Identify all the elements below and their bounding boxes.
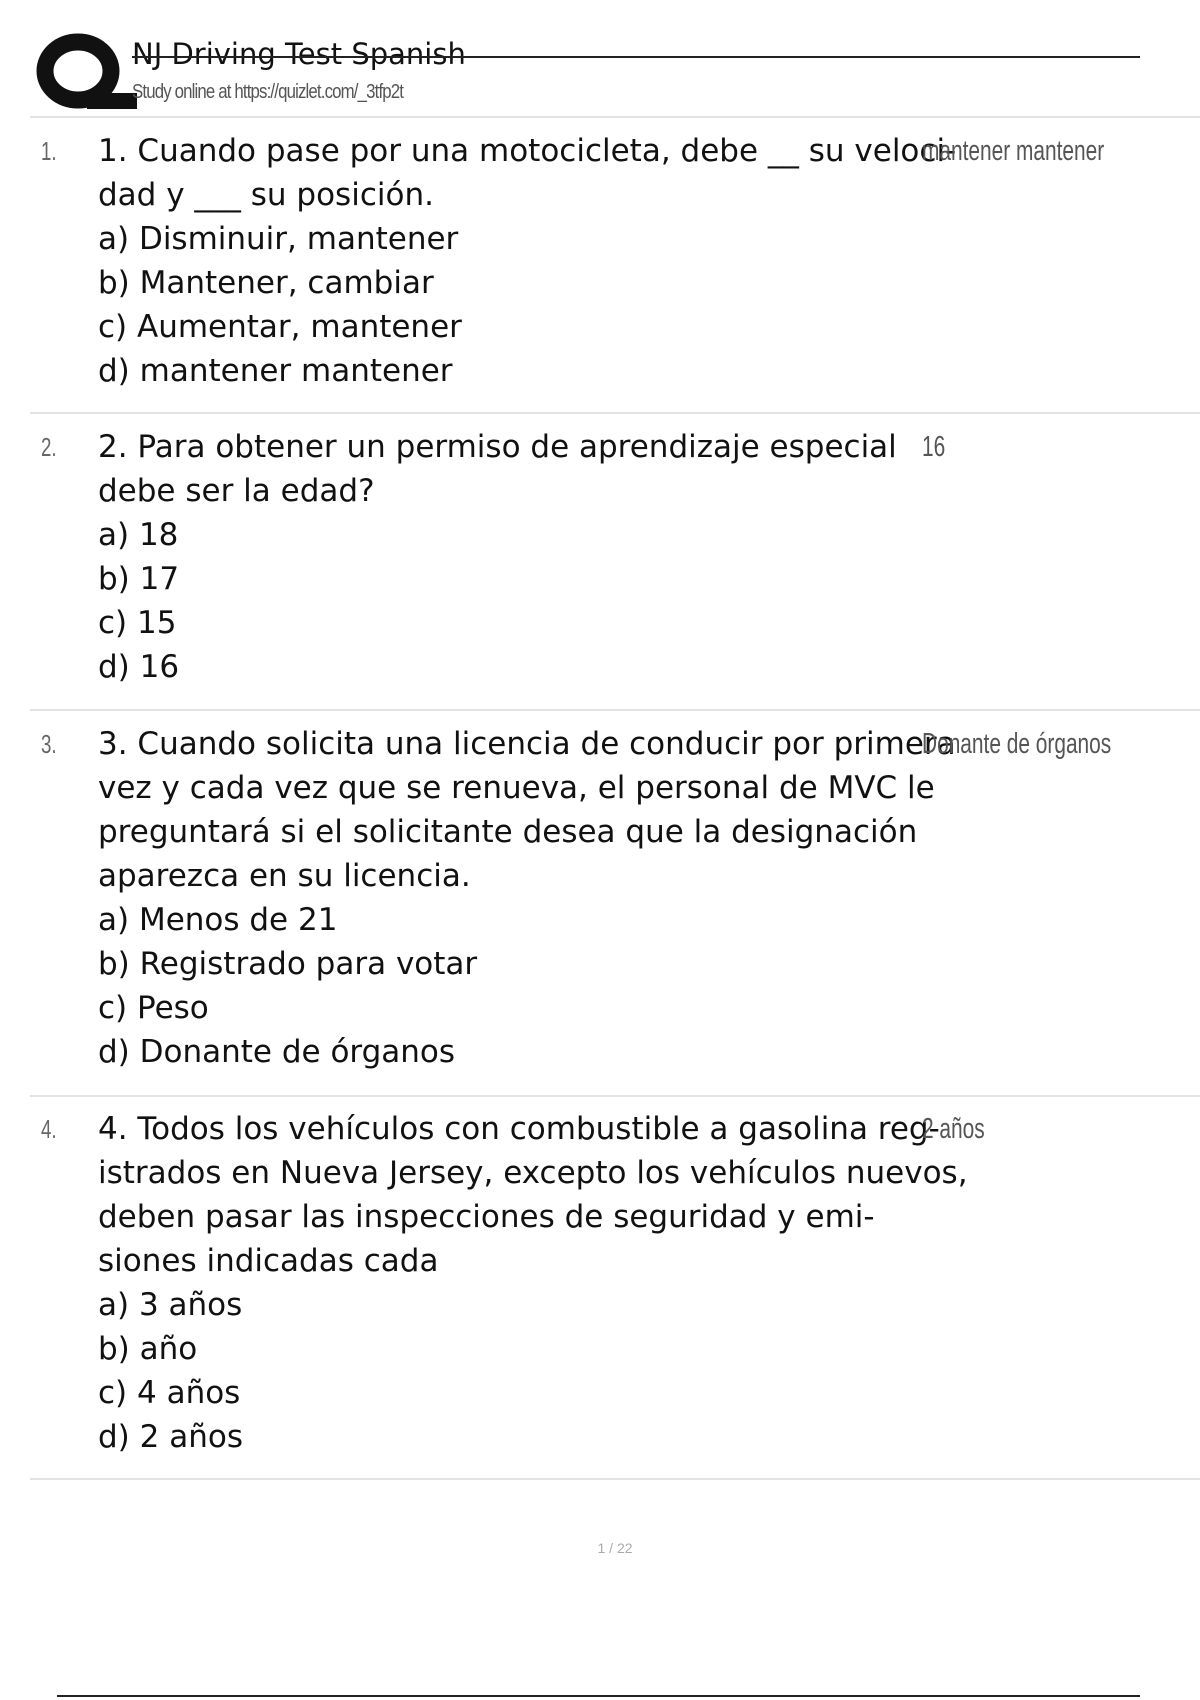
- header: [30, 28, 1140, 118]
- question-line: 4. Todos los vehículos con combustible a gasolina reg-: [98, 1111, 940, 1147]
- question-line: vez y cada vez que se renueva, el personal de MVC le: [98, 770, 935, 806]
- option-a: a) Disminuir, mantener: [98, 221, 459, 257]
- option-b: b) Mantener, cambiar: [98, 265, 434, 301]
- question-line: 2. Para obtener un permiso de aprendizaje especial: [98, 429, 897, 465]
- card-question: [98, 425, 938, 689]
- question-line: deben pasar las inspecciones de seguridad y emi-: [98, 1199, 875, 1235]
- card-divider: [30, 1095, 1200, 1097]
- option-b: b) 17: [98, 561, 180, 597]
- question-line: 3. Cuando solicita una licencia de conducir por primera: [98, 726, 956, 762]
- option-b: b) año: [98, 1331, 198, 1367]
- question-line: aparezca en su licencia.: [98, 858, 471, 894]
- card-divider: [30, 709, 1200, 711]
- option-a: a) Menos de 21: [98, 902, 338, 938]
- option-c: c) Aumentar, mantener: [98, 309, 462, 345]
- question-line: siones indicadas cada: [98, 1243, 439, 1279]
- quizlet-logo-icon: [33, 31, 141, 115]
- option-c: c) 15: [98, 605, 177, 641]
- page-number: 1 / 22: [597, 1540, 633, 1556]
- option-d: d) 16: [98, 649, 180, 685]
- card-answer: 16: [922, 431, 946, 463]
- option-d: d) 2 años: [98, 1419, 243, 1455]
- card-number: 3.: [41, 729, 57, 759]
- card-answer: Donante de órganos: [922, 728, 1112, 760]
- card-number: 4.: [41, 1114, 57, 1144]
- question-line: 1. Cuando pase por una motocicleta, debe __ su veloci-: [98, 133, 957, 169]
- card-divider: [30, 1478, 1200, 1480]
- header-divider: [30, 116, 1200, 118]
- option-a: a) 3 años: [98, 1287, 243, 1323]
- question-line: istrados en Nueva Jersey, excepto los vehículos nuevos,: [98, 1155, 968, 1191]
- option-a: a) 18: [98, 517, 179, 553]
- footer-rule: [57, 1695, 1140, 1697]
- card-answer: 2 años: [922, 1113, 985, 1145]
- option-b: b) Registrado para votar: [98, 946, 478, 982]
- card-divider: [30, 412, 1200, 414]
- title-strikethrough-line: [132, 56, 1140, 58]
- question-line: debe ser la edad?: [98, 473, 375, 509]
- card-question: [98, 1107, 968, 1459]
- card-question: [98, 722, 956, 1074]
- card-number: 1.: [41, 136, 57, 166]
- card-number: 2.: [41, 432, 57, 462]
- page-title: NJ Driving Test Spanish: [132, 37, 466, 71]
- card-question: [98, 129, 957, 393]
- question-line: preguntará si el solicitante desea que la designación: [98, 814, 918, 850]
- card-answer: mantener mantener: [922, 135, 1105, 167]
- option-d: d) Donante de órganos: [98, 1034, 456, 1070]
- study-online-link[interactable]: Study online at https://quizlet.com/_3tfp2t: [132, 81, 404, 103]
- question-line: dad y ___ su posición.: [98, 177, 434, 213]
- option-c: c) Peso: [98, 990, 209, 1026]
- option-d: d) mantener mantener: [98, 353, 453, 389]
- option-c: c) 4 años: [98, 1375, 241, 1411]
